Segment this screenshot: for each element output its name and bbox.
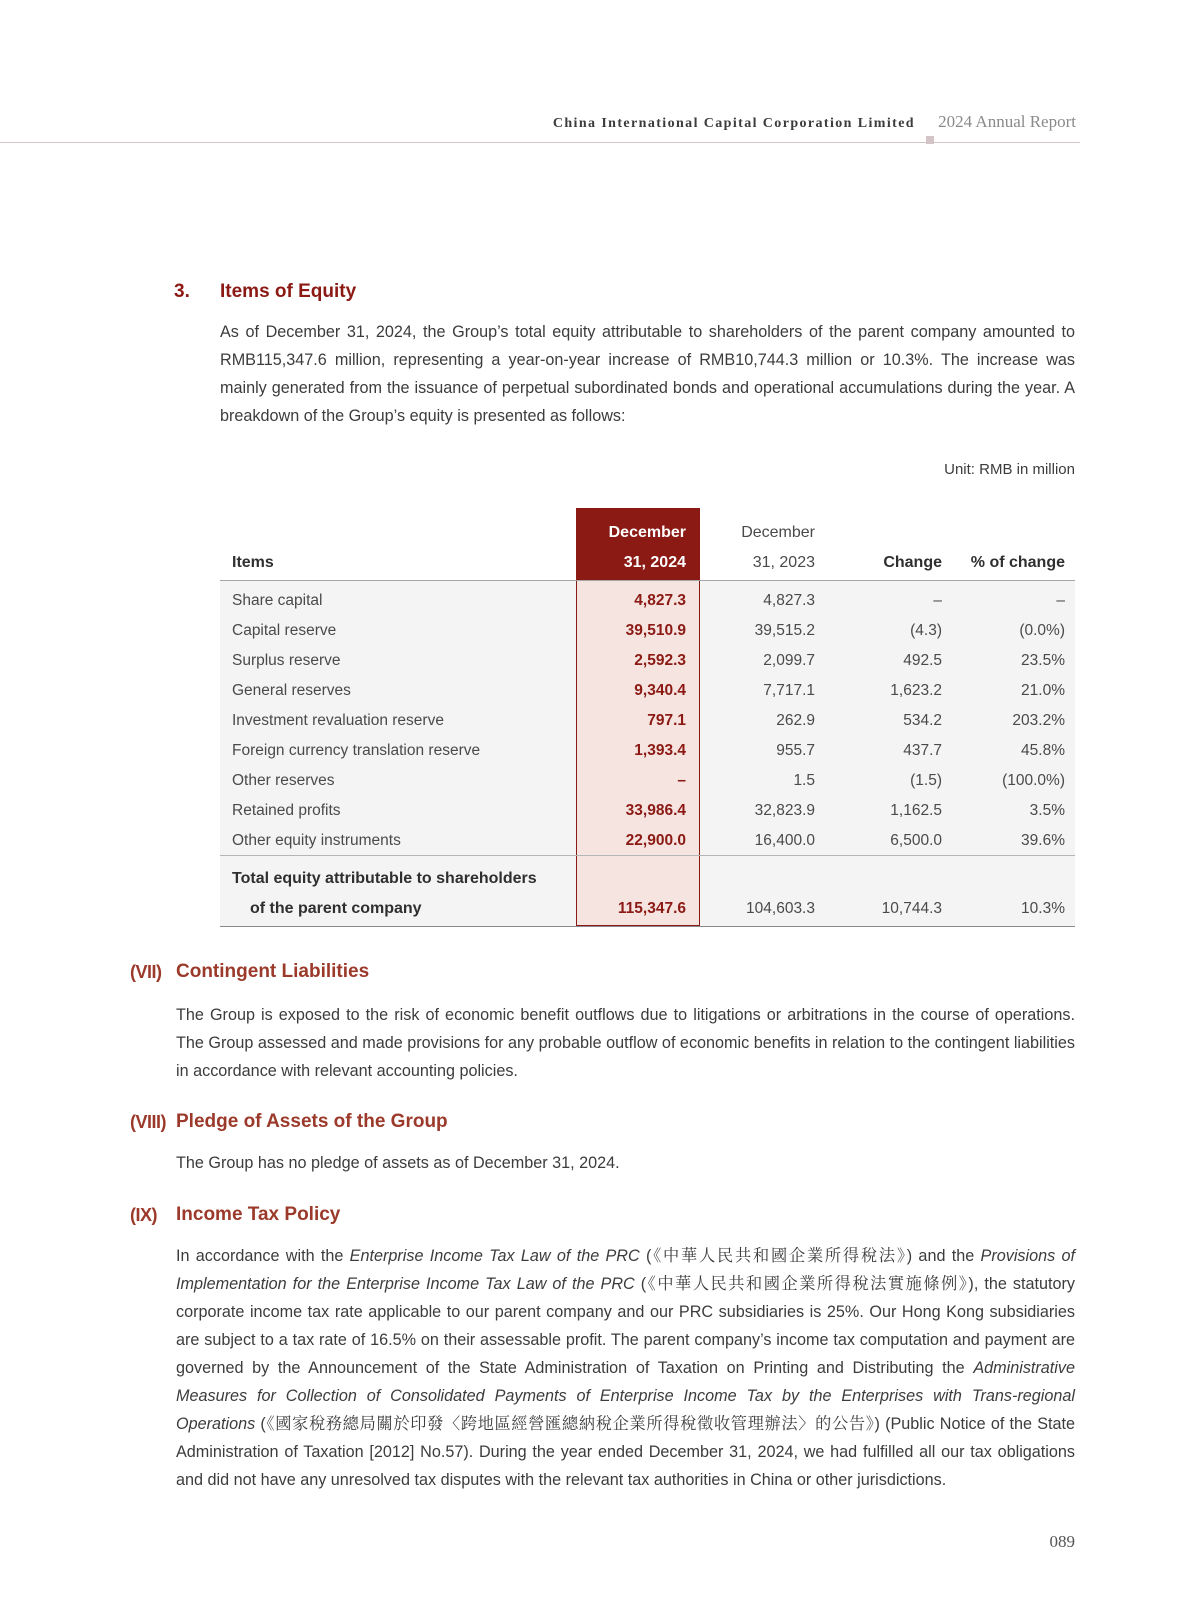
row-change: – — [933, 592, 942, 609]
row-item: Retained profits — [232, 802, 341, 819]
row-2024: 33,986.4 — [625, 802, 686, 819]
row-change: 437.7 — [903, 742, 942, 759]
row-change: 6,500.0 — [890, 832, 942, 849]
row-item: Capital reserve — [232, 622, 337, 639]
table-row — [220, 616, 1075, 646]
section-vii-title: Contingent Liabilities — [176, 961, 370, 982]
ix-text-2: (《中華人民共和國企業所得稅法》) and the — [639, 1247, 981, 1265]
row-item: Share capital — [232, 592, 323, 609]
row-pct: 45.8% — [1021, 742, 1065, 759]
row-item: General reserves — [232, 682, 351, 699]
row-2023: 39,515.2 — [754, 622, 815, 639]
table-row — [220, 676, 1075, 706]
row-2024: 2,592.3 — [634, 652, 686, 669]
row-2024: 22,900.0 — [625, 832, 686, 849]
page-number: 089 — [1049, 1532, 1075, 1551]
total-row — [220, 894, 1075, 924]
header-items: Items — [232, 554, 274, 571]
header-marker-square — [926, 136, 934, 144]
row-change: 492.5 — [903, 652, 942, 669]
table-row — [220, 706, 1075, 736]
row-2023: 16,400.0 — [754, 832, 815, 849]
row-2023: 955.7 — [776, 742, 815, 759]
row-2024: 39,510.9 — [625, 622, 686, 639]
total-change: 10,744.3 — [881, 900, 942, 917]
table-unit-label: Unit: RMB in million — [944, 461, 1075, 478]
ix-text-1: In accordance with the — [176, 1247, 350, 1265]
ix-text-3: (《中華人民共和國企業所得稅法實施條例》), the statutory corporate income tax rate applicable to our parent company and our PRC subsidiaries is 25%. Our Hong Kong subsidiaries are subject to a tax rate of 16.5% on their assessable profit. The parent company’s income tax computation and payment are governed by the Announcement of the State Administration of Taxation on Printing and Distributing the — [176, 1275, 1075, 1377]
row-2023: 4,827.3 — [763, 592, 815, 609]
row-2023: 2,099.7 — [763, 652, 815, 669]
table-row — [220, 796, 1075, 826]
row-pct: 3.5% — [1029, 802, 1065, 819]
header-company-name: China International Capital Corporation Limited — [552, 116, 915, 131]
row-item: Surplus reserve — [232, 652, 341, 669]
total-separator — [220, 855, 1075, 856]
running-header — [0, 108, 1080, 143]
total-2024: 115,347.6 — [617, 900, 686, 917]
total-label-line1: Total equity attributable to shareholders — [232, 870, 537, 887]
row-2023: 1.5 — [793, 772, 815, 789]
header-2023 — [700, 518, 815, 578]
row-item: Other equity instruments — [232, 832, 401, 849]
section-viii-title: Pledge of Assets of the Group — [176, 1111, 448, 1132]
table-row — [220, 646, 1075, 676]
header-pct-change: % of change — [970, 554, 1065, 571]
section-3-title: Items of Equity — [220, 281, 357, 302]
table-bottom-rule — [220, 926, 1075, 927]
row-item: Foreign currency translation reserve — [232, 742, 481, 759]
row-pct: 39.6% — [1021, 832, 1065, 849]
row-pct: 203.2% — [1012, 712, 1065, 729]
row-pct: 21.0% — [1021, 682, 1065, 699]
ix-text-4: (《國家稅務總局關於印發〈跨地區經營匯總納稅企業所得稅徵收管理辦法〉的公告》) (Public Notice of the State Administration of Taxation [2012] No.57). During the year ended December 31, 2024, we had fulfilled all our tax obligations and did not have any unresolved tax disputes with the relevant tax authorities in China or other jurisdictions. — [176, 1415, 1075, 1489]
row-2024: 4,827.3 — [634, 592, 686, 609]
table-row — [220, 586, 1075, 616]
total-pct: 10.3% — [1021, 900, 1065, 917]
row-change: (4.3) — [910, 622, 942, 639]
section-vii-paragraph: The Group is exposed to the risk of economic benefit outflows due to litigations or arbitrations in the course of operations. The Group assessed and made provisions for any probable outflow of economic benefits in relation to the contingent liabilities in accordance with relevant accounting policies. — [176, 1006, 1075, 1080]
row-2023: 7,717.1 — [763, 682, 815, 699]
header-2023-line2: 31, 2023 — [752, 554, 815, 571]
row-2024: 9,340.4 — [634, 682, 686, 699]
row-change: 1,162.5 — [890, 802, 942, 819]
row-2024: – — [677, 772, 686, 789]
section-3-number: 3. — [174, 281, 190, 302]
row-2024: 797.1 — [647, 712, 686, 729]
table-header — [220, 508, 1075, 581]
header-change: Change — [883, 554, 942, 571]
section-ix-paragraph — [176, 1242, 1075, 1494]
table-row — [220, 736, 1075, 766]
header-report-title: 2024 Annual Report — [938, 112, 1076, 131]
row-pct: (0.0%) — [1019, 622, 1065, 639]
section-viii-number: (VIII) — [130, 1112, 166, 1132]
ix-measures-title: Administrative Measures for Collection of Consolidated Payments of Enterprise Income Tax by the Enterprises with Trans-regional Operations — [176, 1359, 1075, 1433]
row-item: Investment revaluation reserve — [232, 712, 444, 729]
row-change: 1,623.2 — [890, 682, 942, 699]
row-change: 534.2 — [903, 712, 942, 729]
row-item: Other reserves — [232, 772, 335, 789]
row-pct: (100.0%) — [1002, 772, 1065, 789]
section-3-paragraph: As of December 31, 2024, the Group’s total equity attributable to shareholders of the parent company amounted to RMB115,347.6 million, representing a year-on-year increase of RMB10,744.3 million or 10.3%. The increase was mainly generated from the issuance of perpetual subordinated bonds and operational accumulations during the year. A breakdown of the Group’s equity is presented as follows: — [220, 323, 1075, 425]
section-viii-paragraph: The Group has no pledge of assets as of December 31, 2024. — [176, 1154, 620, 1172]
header-2024-line2: 31, 2024 — [623, 554, 686, 571]
total-label-line2: of the parent company — [250, 900, 422, 917]
row-2023: 32,823.9 — [754, 802, 815, 819]
section-ix-number: (IX) — [130, 1205, 157, 1225]
header-2023-line1: December — [741, 524, 815, 541]
row-pct: 23.5% — [1021, 652, 1065, 669]
row-change: (1.5) — [910, 772, 942, 789]
ix-law-title-1: Enterprise Income Tax Law of the PRC — [349, 1247, 640, 1265]
total-2023: 104,603.3 — [746, 900, 815, 917]
row-pct: – — [1056, 592, 1065, 609]
table-row — [220, 766, 1075, 796]
ix-law-title-2: Provisions of Implementation for the Enterprise Income Tax Law of the PRC — [176, 1247, 1076, 1293]
row-2024: 1,393.4 — [634, 742, 686, 759]
section-vii-number: (VII) — [130, 962, 162, 982]
table-row — [220, 826, 1075, 856]
header-2024 — [576, 518, 686, 578]
header-2024-line1: December — [608, 524, 686, 541]
row-2023: 262.9 — [776, 712, 815, 729]
section-ix-title: Income Tax Policy — [176, 1204, 341, 1225]
